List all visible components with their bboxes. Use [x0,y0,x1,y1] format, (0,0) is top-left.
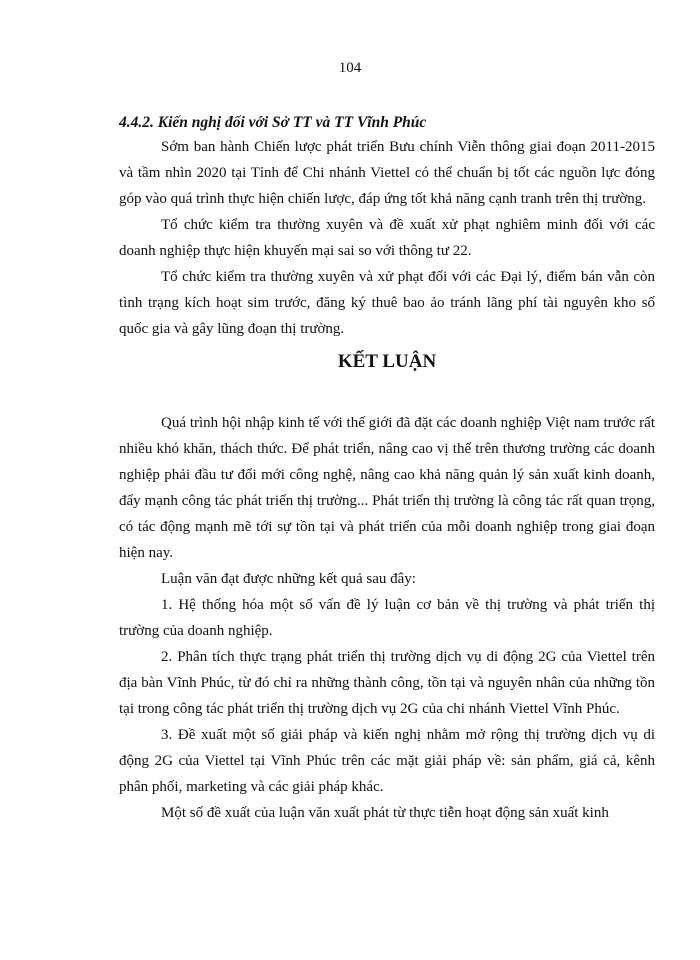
conclusion-title: KẾT LUẬN [337,351,437,372]
recommendations-block [119,134,655,342]
paragraph: Sớm ban hành Chiến lược phát triển Bưu chính Viễn thông giai đoạn 2011-2015 và tầm nhìn 2020 tại Tỉnh để Chi nhánh Viettel có thể chuẩn bị tốt các nguồn lực đóng góp vào quá trình thực hiện chiến lược, đáp ứng tốt khả năng cạnh tranh trên thị trường. [119,139,655,207]
paragraph: Tổ chức kiểm tra thường xuyên và đề xuất xử phạt nghiêm minh đối với các doanh nghiệp thực hiện khuyến mại sai so với thông tư 22. [119,217,655,259]
list-item: 1. Hệ thống hóa một số vấn đề lý luận cơ bản về thị trường và phát triển thị trường của doanh nghiệp. [119,597,655,639]
paragraph: Quá trình hội nhập kinh tế với thế giới đã đặt các doanh nghiệp Việt nam trước rất nhiều khó khăn, thách thức. Để phát triển, nâng cao vị thế trên thương trường các doanh nghiệp phải đầu tư đổi mới công nghệ, nâng cao khả năng quản lý sản xuất kinh doanh, đẩy mạnh công tác phát triển thị trường... Phát triển thị trường là công tác rất quan trọng, có tác động mạnh mẽ tới sự tồn tại và phát triển của mỗi doanh nghiệp trong giai đoạn hiện nay. [119,415,655,561]
list-item: 2. Phân tích thực trạng phát triển thị trường dịch vụ di động 2G của Viettel trên địa bàn Vĩnh Phúc, từ đó chỉ ra những thành công, tồn tại và nguyên nhân của những tồn tại trong công tác phát triển thị trường dịch vụ 2G của chi nhánh Viettel Vĩnh Phúc. [119,649,655,717]
page-number: 104 [338,60,362,76]
conclusion-block [119,410,655,826]
section-heading: 4.4.2. Kiến nghị đối với Sở TT và TT Vĩnh Phúc [119,114,427,131]
page-content [119,112,655,826]
paragraph: Tổ chức kiểm tra thường xuyên và xử phạt đối với các Đại lý, điểm bán vẫn còn tình trạng kích hoạt sim trước, đăng ký thuê bao ảo tránh lãng phí tài nguyên kho số quốc gia và gây lũng đoạn thị trường. [119,269,655,337]
list-item: 3. Đề xuất một số giải pháp và kiến nghị nhằm mở rộng thị trường dịch vụ di động 2G của Viettel tại Vĩnh Phúc trên các mặt giải pháp về: sản phẩm, giá cả, kênh phân phối, marketing và các giải pháp khác. [119,727,655,795]
paragraph: Một số đề xuất của luận văn xuất phát từ thực tiễn hoạt động sản xuất kinh [161,805,609,821]
paragraph: Luận văn đạt được những kết quả sau đây: [161,571,416,587]
